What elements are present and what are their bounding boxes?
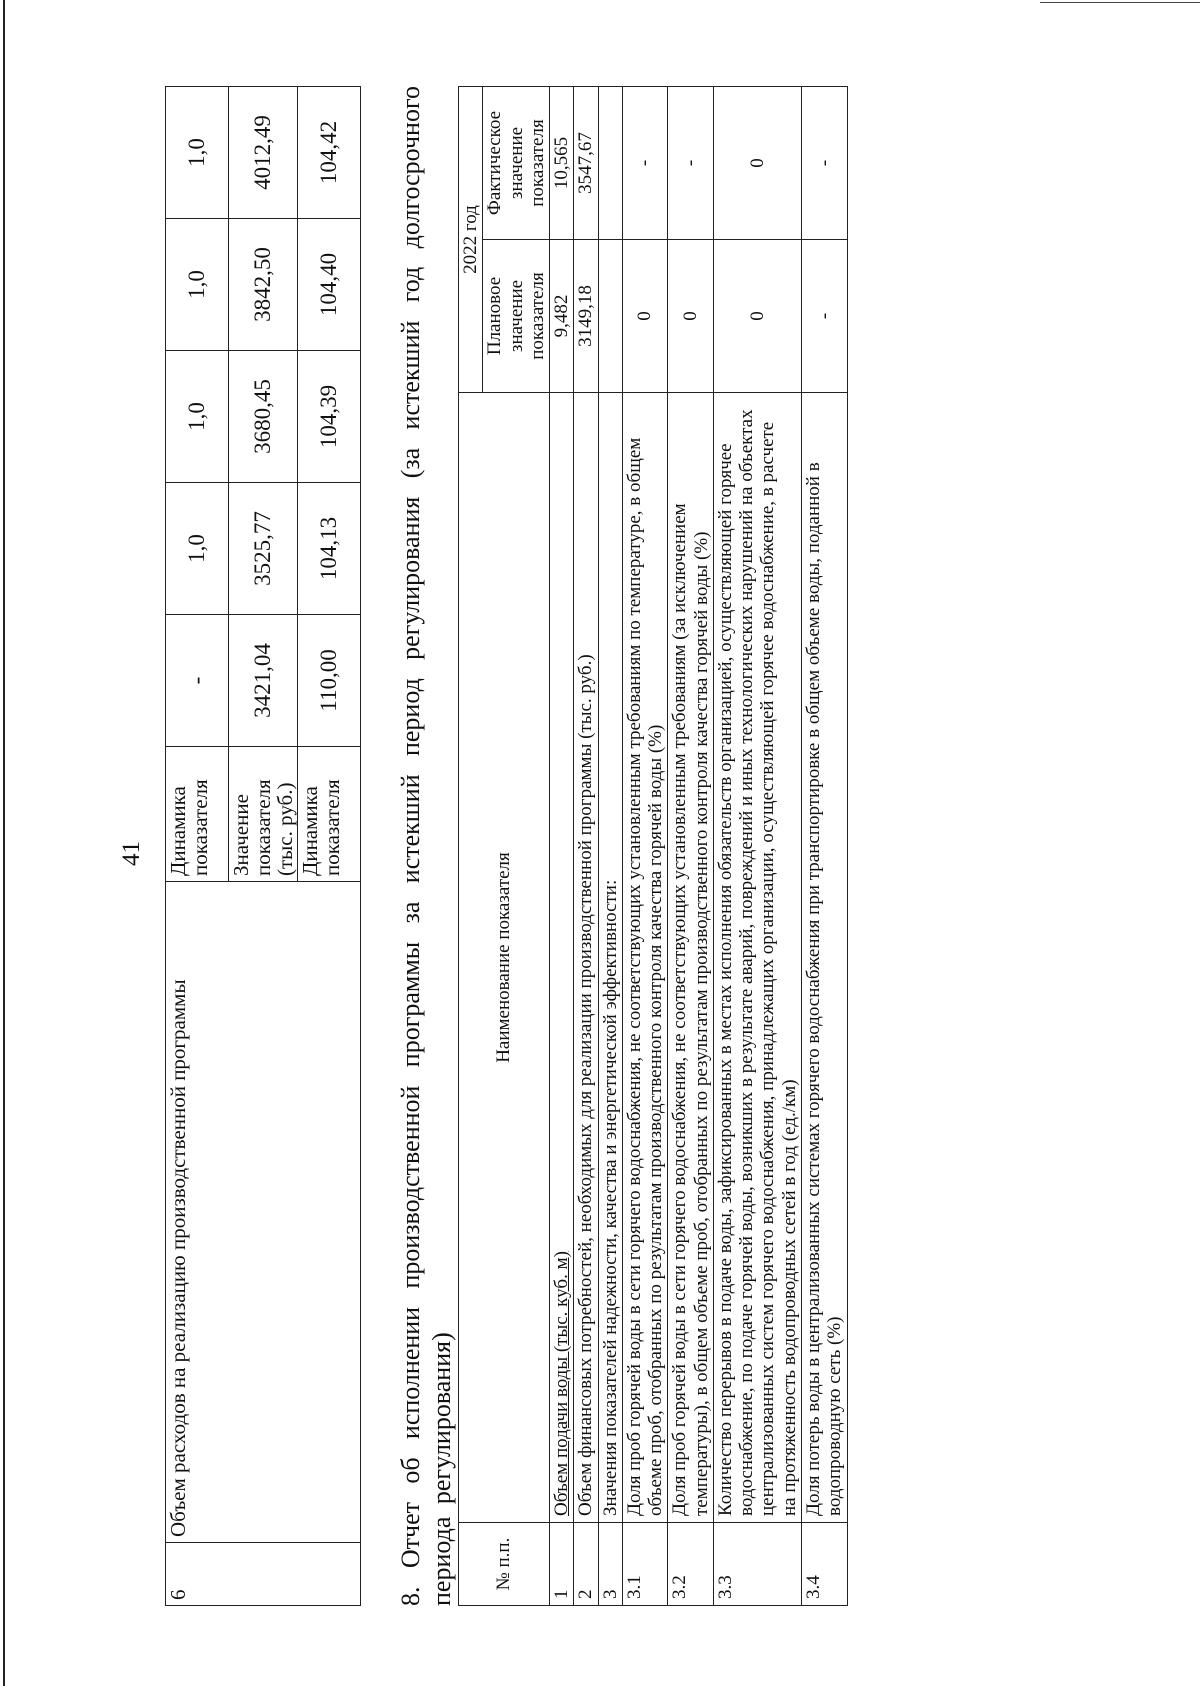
row-name: Доля проб горячей воды в сети горячего водоснабжения, не соответствующих установленным требованиям по температуре, в общем объеме проб, отобранных по результатам производственного контроля качества горячей воды (%) [622,393,668,1523]
row-name: Объем подачи воды (тыс. куб. м) [550,393,574,1523]
row-name: Доля потерь воды в централизованных системах горячего водоснабжения при транспортировке в общем объеме воды, поданной в водопроводную сеть (%) [801,393,847,1523]
table-cell: 1,0 [166,351,229,483]
row-number: 3.3 [713,1523,801,1606]
fact-value: - [622,87,668,240]
table-cell: 1,0 [166,87,229,219]
expenses-table [165,86,361,1606]
page-number: 41 [118,841,145,866]
table-cell: 4012,49 [229,87,298,219]
table-cell: 3525,77 [229,483,298,615]
row-number: 3.2 [668,1523,714,1606]
header-year: 2022 год [459,87,483,393]
plan-value: 0 [713,240,801,393]
table-row [598,87,622,1606]
table-cell: - [166,615,229,747]
header-name: Наименование показателя [459,393,550,1523]
row-name: Значения показателей надежности, качества и энергетической эффективности: [598,393,622,1523]
table-row [622,87,668,1606]
plan-value: 3149,18 [574,240,598,393]
fact-value [598,87,622,240]
fact-value: 10,565 [550,87,574,240]
row-number: 3.1 [622,1523,668,1606]
row-name: Количество перерывов в подаче воды, зафиксированных в местах исполнения обязательств организацией, осуществляющей горячее водоснабжение, по подаче горячей воды, возникших в результате аварий, повреждений и иных технологических нарушений на объектах централизованных систем горячего водоснабжения, принадлежащих организации, осуществляющей горячее водоснабжение, в расчете на протяженность водопроводных сетей в год (ед./км) [713,393,801,1523]
indicator-label: Значение показателя (тыс. руб.) [229,747,298,882]
fact-value: 3547,67 [574,87,598,240]
table-row [668,87,714,1606]
table-header-row [459,87,483,1606]
table-cell: 104,42 [298,87,361,219]
fact-value: 0 [713,87,801,240]
table-row [801,87,847,1606]
row-name: Объем финансовых потребностей, необходимых для реализации производственной программы (тыс. руб.) [574,393,598,1523]
indicator-label: Динамика показателя [166,747,229,882]
table-cell: 3842,50 [229,219,298,351]
fact-value: - [668,87,714,240]
row-number: 2 [574,1523,598,1606]
fact-value: - [801,87,847,240]
plan-value: - [801,240,847,393]
table-row [574,87,598,1606]
table-row [166,87,229,1606]
row-number: 3 [598,1523,622,1606]
table-cell: 3680,45 [229,351,298,483]
table-cell: 104,39 [298,351,361,483]
table-cell: 104,13 [298,483,361,615]
header-number: № п.п. [459,1523,550,1606]
table-row [713,87,801,1606]
plan-value: 9,482 [550,240,574,393]
plan-value [598,240,622,393]
header-fact: Фактическое значение показателя [483,87,550,240]
table-cell: 3421,04 [229,615,298,747]
plan-value: 0 [668,240,714,393]
section-heading: 8. Отчет об исполнении производственной программы за истекший период регулирования (за истекший год долгосрочного периода регулирования) [396,86,457,1606]
table-cell: 110,00 [298,615,361,747]
row-name: Доля проб горячей воды в сети горячего водоснабжения, не соответствующих установленным требованиям (за исключением температуры), в общем объеме проб, отобранных по результатам производственного контроля качества горячей воды (%) [668,393,714,1523]
row-number: 3.4 [801,1523,847,1606]
row-number: 6 [166,1543,361,1606]
table-cell: 104,40 [298,219,361,351]
row-name: Объем расходов на реализацию производственной программы [166,882,361,1543]
report-table [458,86,848,1606]
header-plan: Плановое значение показателя [483,240,550,393]
row-number: 1 [550,1523,574,1606]
plan-value: 0 [622,240,668,393]
table-cell: 1,0 [166,219,229,351]
indicator-label: Динамика показателя [298,747,361,882]
table-cell: 1,0 [166,483,229,615]
table-row [550,87,574,1606]
